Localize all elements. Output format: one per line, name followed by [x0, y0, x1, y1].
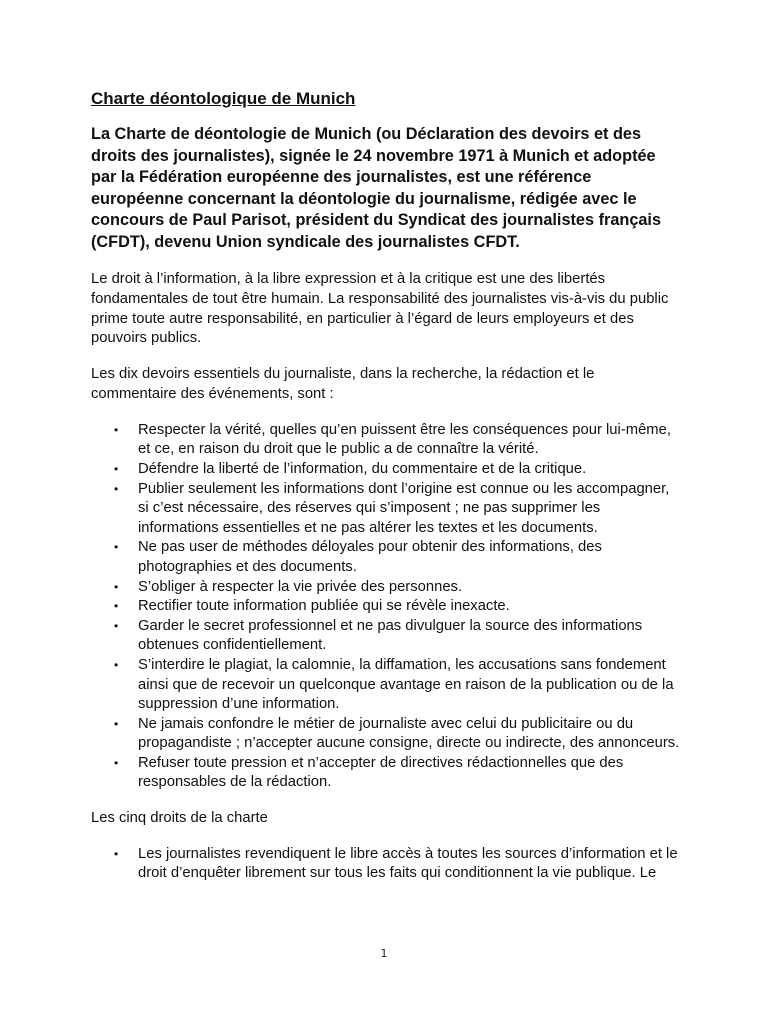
duty-text: Défendre la liberté de l’information, du commentaire et de la critique.	[138, 460, 587, 477]
bullet-icon: •	[114, 716, 119, 731]
right-text: Les journalistes revendiquent le libre accès à toutes les sources d’information et le droit d’enquêter librement sur tous les faits qui conditionnent la vie publique. Le	[138, 845, 678, 882]
rights-list	[91, 845, 683, 884]
list-item	[91, 538, 683, 577]
bullet-icon: •	[114, 755, 119, 770]
duty-text: S’obliger à respecter la vie privée des personnes.	[138, 578, 463, 595]
list-item	[91, 617, 683, 656]
duty-text: Garder le secret professionnel et ne pas divulguer la source des informations obtenues confidentiellement.	[138, 617, 643, 654]
duty-text: Ne pas user de méthodes déloyales pour obtenir des informations, des photographies et des documents.	[138, 539, 602, 575]
document-body	[91, 88, 683, 900]
bullet-icon: •	[114, 599, 119, 614]
duty-text: Respecter la vérité, quelles qu’en puissent être les conséquences pour lui-même, et ce, en raison du droit que le public a de connaître la vérité.	[138, 421, 671, 458]
bullet-icon: •	[114, 461, 119, 476]
list-item	[91, 597, 683, 617]
bullet-icon: •	[114, 422, 119, 437]
bullet-icon: •	[114, 657, 119, 672]
duty-text: Publier seulement les informations dont l’origine est connue ou les accompagner, si c’est nécessaire, des réserves qui s’imposent ; ne pas supprimer les informations essentielles et ne pas altérer les textes et les documents.	[138, 480, 670, 536]
list-item	[91, 754, 683, 793]
list-item	[91, 845, 683, 884]
list-item	[91, 460, 683, 480]
rights-heading: Les cinq droits de la charte	[91, 810, 268, 827]
bullet-icon: •	[114, 540, 119, 555]
paragraph-duties-intro: Les dix devoirs essentiels du journaliste, dans la recherche, la rédaction et le commentaire des événements, sont :	[91, 366, 595, 402]
bullet-icon: •	[114, 481, 119, 496]
bullet-icon: •	[114, 618, 119, 633]
duty-text: Rectifier toute information publiée qui se révèle inexacte.	[138, 598, 510, 615]
page-number: 1	[380, 947, 388, 960]
list-item	[91, 656, 683, 715]
list-item	[91, 578, 683, 598]
list-item	[91, 480, 683, 539]
document-title: Charte déontologique de Munich	[91, 89, 356, 108]
list-item	[91, 715, 683, 754]
duties-list	[91, 421, 683, 793]
bullet-icon: •	[114, 846, 119, 861]
bullet-icon: •	[114, 579, 119, 594]
duty-text: Refuser toute pression et n’accepter de directives rédactionnelles que des responsables de la rédaction.	[138, 754, 624, 791]
duty-text: S’interdire le plagiat, la calomnie, la diffamation, les accusations sans fondement ainsi que de recevoir un quelconque avantage en raison de la publication ou de la suppression d’une information.	[138, 656, 674, 713]
duty-text: Ne jamais confondre le métier de journaliste avec celui du publicitaire ou du propagandiste ; n’accepter aucune consigne, directe ou indirecte, des annonceurs.	[138, 715, 680, 752]
paragraph-rights-freedom: Le droit à l’information, à la libre expression et à la critique est une des libertés fondamentales de tout être humain. La responsabilité des journalistes vis-à-vis du public prime toute autre responsabilité, en particulier à l’égard de leurs employeurs et des pouvoirs publics.	[91, 271, 669, 347]
list-item	[91, 421, 683, 460]
intro-paragraph: La Charte de déontologie de Munich (ou Déclaration des devoirs et des droits des journalistes), signée le 24 novembre 1971 à Munich et adoptée par la Fédération européenne des journalistes, est une référence européenne concernant la déontologie du journalisme, rédigée avec le concours de Paul Parisot, président du Syndicat des journalistes français (CFDT), devenu Union syndicale des journalistes CFDT.	[91, 125, 662, 251]
